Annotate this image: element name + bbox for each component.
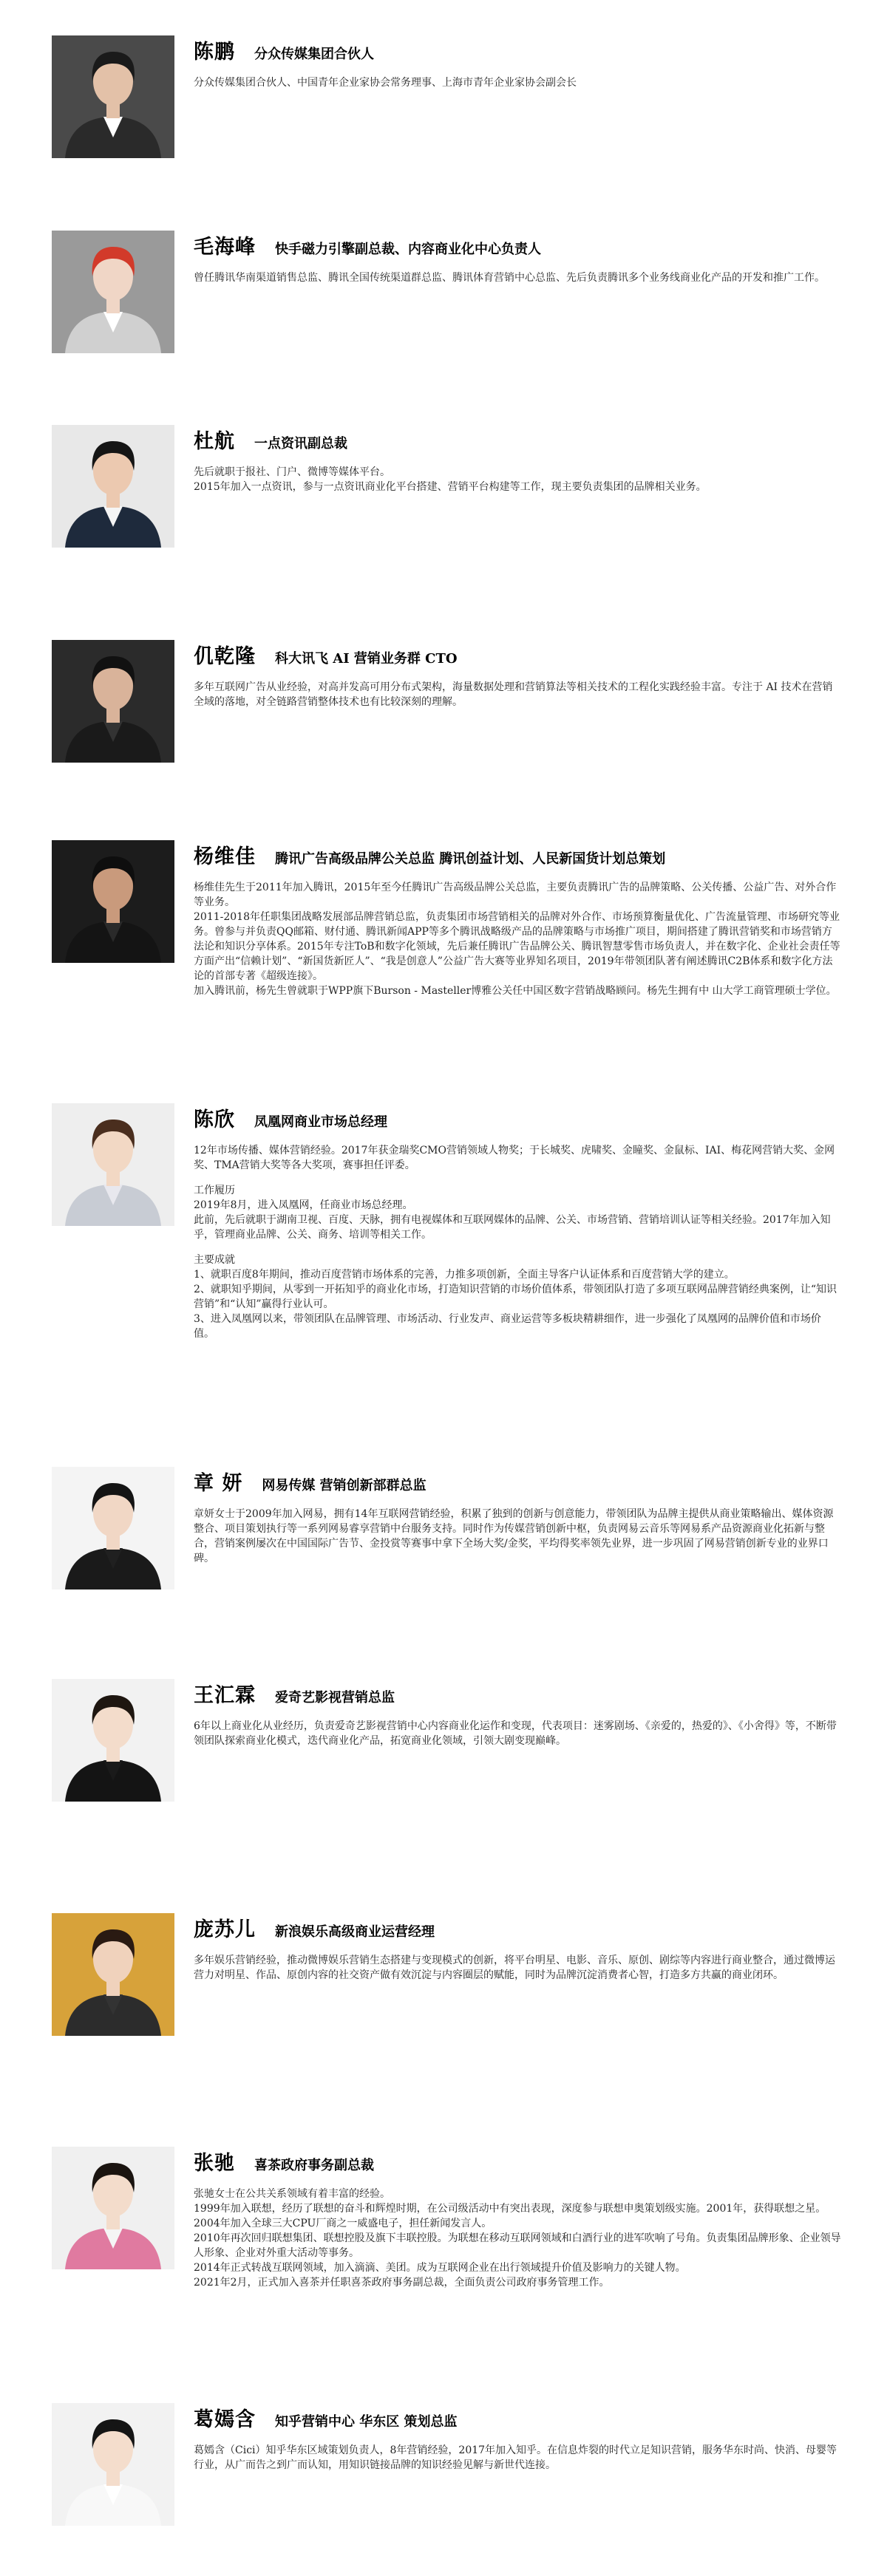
speaker-title: 科大讯飞 AI 营销业务群 CTO [275,651,458,667]
speaker-header [194,640,841,669]
bio-paragraph: 2、就职知乎期间，从零到一开拓知乎的商业化市场，打造知识营销的市场价值体系，带领团队打造了多项互联网品牌营销经典案例，让“知识营销”和“认知”赢得行业认可。 [194,1284,837,1310]
speaker-name: 葛嫣含 [194,2408,256,2431]
speaker-name: 陈欣 [194,1108,235,1131]
speaker-title: 新浪娱乐高级商业运营经理 [275,1924,435,1940]
bio-paragraph: 2010年再次回归联想集团、联想控股及旗下丰联控股。为联想在移动互联网领域和白酒行业的进军吹响了号角。负责集团品牌形象、企业领导人形象、企业对外重大活动等事务。 [194,2232,841,2259]
portrait-image [52,1679,174,1802]
speaker-info [194,1679,841,1748]
speaker-info [194,35,841,90]
speaker-photo [52,2147,174,2269]
portrait-image [52,2147,174,2269]
speaker-header [194,231,841,260]
speaker-info [194,425,841,494]
speaker-header [194,1913,841,1943]
speaker-title: 凤凰网商业市场总经理 [254,1114,387,1130]
speaker-bio [194,75,841,90]
bio-paragraph: 2015年加入一点资讯，参与一点资讯商业化平台搭建、营销平台构建等工作，现主要负责集团的品牌相关业务。 [194,481,707,493]
bio-paragraph: 张驰女士在公共关系领域有着丰富的经验。 [194,2188,390,2200]
speaker-photo [52,1103,174,1226]
speaker-name: 陈鹏 [194,41,235,64]
speaker-photo [52,2403,174,2526]
speaker-bio [194,465,841,494]
bio-paragraph: 3、进入凤凰网以来，带领团队在品牌管理、市场活动、行业发声、商业运营等多板块精耕细作，进一步强化了凤凰网的品牌价值和市场价值。 [194,1313,821,1340]
bio-paragraph: 1、就职百度8年期间，推动百度营销市场体系的完善，力推多项创新，全面主导客户认证体系和百度营销大学的建立。 [194,1269,735,1281]
bio-paragraph: 曾任腾讯华南渠道销售总监、腾讯全国传统渠道群总监、腾讯体育营销中心总监、先后负责腾讯多个业务线商业化产品的开发和推广工作。 [194,272,825,284]
speaker-bio [194,1719,841,1748]
speaker-info [194,640,841,709]
speaker-photo [52,231,174,353]
portrait-image [52,840,174,963]
speaker-photo [52,840,174,963]
bio-paragraph: 6年以上商业化从业经历，负责爱奇艺影视营销中心内容商业化运作和变现，代表项目：迷雾剧场、《亲爱的，热爱的》、《小舍得》等，不断带领团队探索商业化模式，迭代商业化产品，拓宽商业化领域，引领大剧变现巅峰。 [194,1720,837,1747]
speaker-photo [52,1467,174,1589]
bio-paragraph: 2014年正式转战互联网领域，加入滴滴、美团。成为互联网企业在出行领域提升价值及影响力的关键人物。 [194,2262,686,2274]
speaker-header [194,1467,841,1496]
speaker-info [194,2147,841,2290]
speaker-info [194,2403,841,2473]
portrait-image [52,1103,174,1226]
bio-paragraph: 2004年加入全球三大CPU厂商之一威盛电子，担任新闻发言人。 [194,2218,492,2229]
speaker-info [194,840,841,998]
bio-paragraph: 12年市场传播、媒体营销经验。2017年获金瑞奖CMO营销领域人物奖；于长城奖、虎啸奖、金瞳奖、金鼠标、IAI、梅花网营销大奖、金网奖、TMA营销大奖等各大奖项，赛事担任评委。 [194,1145,835,1171]
speaker-bio [194,270,841,285]
bio-paragraph: 分众传媒集团合伙人、中国青年企业家协会常务理事、上海市青年企业家协会副会长 [194,77,577,89]
speaker-header [194,840,841,870]
portrait-image [52,640,174,763]
speaker-info [194,231,841,285]
speaker-bio [194,680,841,709]
bio-paragraph: 杨维佳先生于2011年加入腾讯，2015年至今任腾讯广告高级品牌公关总监，主要负责腾讯广告的品牌策略、公关传播、公益广告、对外合作等业务。 [194,882,837,908]
speaker-bio [194,1143,841,1341]
speaker-photo [52,425,174,548]
bio-paragraph [194,1242,841,1253]
speaker-name: 王汇霖 [194,1684,256,1707]
speaker-title: 知乎营销中心 华东区 策划总监 [275,2414,458,2430]
bio-paragraph: 多年娱乐营销经验，推动微博娱乐营销生态搭建与变现模式的创新，将平台明星、电影、音乐、原创、剧综等内容进行商业整合，通过微博运营力对明星、作品、原创内容的社交资产做有效沉淀与内容圈层的赋能，同时为品牌沉淀消费者心智，打造多方共赢的商业闭环。 [194,1955,835,1981]
speaker-header [194,2147,841,2176]
speaker-title: 分众传媒集团合伙人 [254,47,374,62]
speaker-title: 快手磁力引擎副总裁、内容商业化中心负责人 [275,242,541,257]
speaker-info [194,1913,841,1983]
speaker-header [194,1679,841,1708]
speaker-name: 章 妍 [194,1472,243,1495]
speaker-name: 毛海峰 [194,236,256,259]
speaker-photo [52,35,174,158]
speaker-info [194,1103,841,1341]
portrait-image [52,425,174,548]
bio-paragraph: 主要成就 [194,1254,235,1266]
speaker-header [194,35,841,65]
portrait-image [52,231,174,353]
speaker-name: 杨维佳 [194,845,256,868]
portrait-image [52,35,174,158]
speaker-header [194,2403,841,2433]
portrait-image [52,1467,174,1589]
speaker-name: 杜航 [194,430,235,453]
speaker-photo [52,1913,174,2036]
bio-paragraph: 2019年8月，进入凤凰网，任商业市场总经理。 [194,1199,413,1211]
bio-paragraph: 章妍女士于2009年加入网易，拥有14年互联网营销经验，积累了独到的创新与创意能力，带领团队为品牌主提供从商业策略输出、媒体资源整合、项目策划执行等一系列网易睿享营销中台服务支持。同时作为传媒营销创新中枢，负责网易云音乐等网易系产品资源商业化拓新与整合，营销案例屡次在中国国际广告节、金投赏等赛事中拿下全场大奖/金奖，平均得奖率领先业界，进一步巩固了网易营销创新专业的业界口碑。 [194,1508,834,1564]
speaker-title: 腾讯广告高级品牌公关总监 腾讯创益计划、人民新国货计划总策划 [275,851,666,867]
speaker-bio [194,880,841,998]
bio-paragraph: 工作履历 [194,1185,235,1196]
speaker-bio [194,2187,841,2290]
speaker-photo [52,1679,174,1802]
speaker-bio [194,2443,841,2473]
speaker-title: 爱奇艺影视营销总监 [275,1690,395,1706]
portrait-image [52,1913,174,2036]
speaker-name: 张驰 [194,2152,235,2175]
speaker-title: 一点资讯副总裁 [254,436,347,452]
bio-paragraph: 先后就职于报社、门户、微博等媒体平台。 [194,466,390,478]
bio-paragraph: 2021年2月，正式加入喜茶并任职喜茶政府事务副总裁，全面负责公司政府事务管理工作。 [194,2277,610,2289]
bio-paragraph: 多年互联网广告从业经验，对高并发高可用分布式架构，海量数据处理和营销算法等相关技术的工程化实践经验丰富。专注于 AI 技术在营销全域的落地，对全链路营销整体技术也有比较深刻的理解。 [194,681,833,708]
bio-paragraph: 加入腾讯前，杨先生曾就职于WPP旗下Burson - Masteller博雅公关任中国区数字营销战略顾问。杨先生拥有中 山大学工商管理硕士学位。 [194,985,837,997]
bio-paragraph: 葛嫣含（Cici）知乎华东区域策划负责人，8年营销经验，2017年加入知乎。在信息炸裂的时代立足知识营销，服务华东时尚、快消、母婴等行业，从广而告之到广而认知，用知识链接品牌的知识经验见解与新世代连接。 [194,2444,837,2471]
bio-paragraph [194,1173,841,1183]
bio-paragraph: 此前，先后就职于湖南卫视、百度、天脉，拥有电视媒体和互联网媒体的品牌、公关、市场营销、营销培训认证等相关经验。2017年加入知乎，管理商业品牌、公关、商务、培训等相关工作。 [194,1214,831,1241]
speaker-title: 喜茶政府事务副总裁 [254,2158,374,2173]
portrait-image [52,2403,174,2526]
bio-paragraph: 1999年加入联想，经历了联想的奋斗和辉煌时期，在公司级活动中有突出表现，深度参与联想申奥策划级实施。2001年，获得联想之星。 [194,2203,826,2215]
speaker-header [194,425,841,454]
bio-paragraph: 2011-2018年任职集团战略发展部品牌营销总监，负责集团市场营销相关的品牌对外合作、市场预算衡量优化、广告流量管理、市场研究等业务。曾参与并负责QQ邮箱、财付通、腾讯新闻APP等多个腾讯战略级产品的品牌策略与市场推广项目，期间搭建了腾讯营销奖和市场营销方法论和知识分享体系。2015年专注ToB和数字化领域，先后兼任腾讯广告品牌公关、腾讯智慧零售市场负责人，并在数字化、企业社会责任等方面产出“信赖计划”、“新国货新匠人”、“我是创意人”公益广告大赛等业界知名项目，2019年带领团队著有阐述腾讯C2B体系和数字化方法论的首部专著《超级连接》。 [194,911,840,982]
speaker-name: 仉乾隆 [194,645,256,668]
speaker-name: 庞苏儿 [194,1918,256,1941]
speaker-bio [194,1953,841,1983]
speaker-bio [194,1507,841,1566]
speaker-photo [52,640,174,763]
speaker-header [194,1103,841,1133]
speaker-info [194,1467,841,1566]
speaker-title: 网易传媒 营销创新部群总监 [262,1478,426,1493]
